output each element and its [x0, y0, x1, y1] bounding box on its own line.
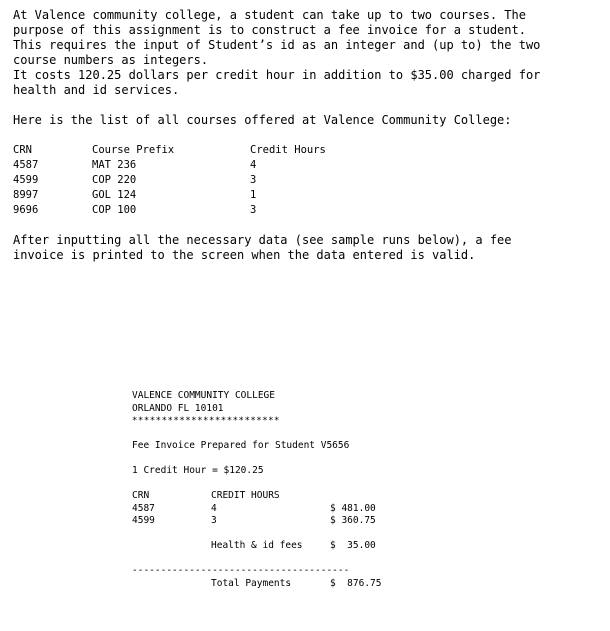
credit-hours-cell: 1: [250, 189, 257, 201]
table-row: [13, 173, 326, 188]
stars-divider: *************************: [132, 416, 280, 426]
course-prefix-cell: COP 100: [92, 204, 137, 216]
course-prefix-cell: COP 220: [92, 174, 137, 186]
invoice-header-row: [132, 490, 402, 503]
invoice-crn: 4599: [132, 515, 155, 526]
invoice-col-crn: CRN: [132, 490, 150, 501]
total-row: [132, 578, 402, 591]
health-fees-label: Health & id fees: [211, 540, 303, 551]
description-line: At Valence community college, a student can take up to two courses. The: [13, 8, 526, 22]
description-line: health and id services.: [13, 83, 180, 97]
crn-cell: 9696: [13, 204, 39, 216]
total-label: Total Payments: [211, 577, 292, 589]
table-header-row: [13, 143, 326, 158]
health-fees-amount: $ 35.00: [330, 540, 376, 551]
crn-cell: 4599: [13, 174, 39, 186]
total-amount: $ 876.75: [330, 577, 382, 589]
invoice-crn: 4587: [132, 502, 155, 514]
college-city: ORLANDO FL 10101: [132, 402, 224, 414]
assignment-description: [13, 8, 603, 263]
invoice-hours: 4: [211, 502, 217, 514]
after-input-line: After inputting all the necessary data (see sample runs below), a fee: [13, 233, 512, 247]
sample-invoice: [132, 390, 402, 590]
description-line: course numbers as integers.: [13, 53, 209, 67]
header-crn: CRN: [13, 144, 32, 156]
prepared-for-line: Fee Invoice Prepared for Student V5656: [132, 440, 350, 451]
header-credit-hours: Credit Hours: [250, 144, 326, 156]
credit-hours-cell: 3: [250, 174, 257, 186]
crn-cell: 8997: [13, 189, 39, 201]
credit-hours-cell: 3: [250, 204, 257, 216]
invoice-course-row: [132, 503, 402, 516]
crn-cell: 4587: [13, 159, 39, 171]
header-course-prefix: Course Prefix: [92, 144, 175, 156]
invoice-course-row: [132, 515, 402, 528]
invoice-amount: $ 481.00: [330, 502, 376, 514]
after-input-line: invoice is printed to the screen when the data entered is valid.: [13, 248, 476, 262]
invoice-hours: 3: [211, 515, 217, 526]
description-line: It costs 120.25 dollars per credit hour in addition to $35.00 charged for: [13, 68, 541, 82]
table-row: [13, 188, 326, 203]
course-prefix-cell: MAT 236: [92, 159, 137, 171]
credit-hours-cell: 4: [250, 159, 257, 171]
invoice-amount: $ 360.75: [330, 515, 376, 526]
table-row: [13, 203, 326, 218]
invoice-col-credit-hours: CREDIT HOURS: [211, 490, 280, 501]
table-row: [13, 158, 326, 173]
courses-table: [13, 143, 326, 218]
course-list-intro: Here is the list of all courses offered at Valence Community College:: [13, 113, 512, 127]
rate-line: 1 Credit Hour = $120.25: [132, 465, 264, 476]
description-line: This requires the input of Student’s id as an integer and (up to) the two: [13, 38, 541, 52]
college-name: VALENCE COMMUNITY COLLEGE: [132, 390, 275, 401]
total-divider: --------------------------------------: [132, 565, 350, 576]
health-fees-row: [132, 540, 402, 553]
course-prefix-cell: GOL 124: [92, 189, 137, 201]
description-line: purpose of this assignment is to construct a fee invoice for a student.: [13, 23, 526, 37]
